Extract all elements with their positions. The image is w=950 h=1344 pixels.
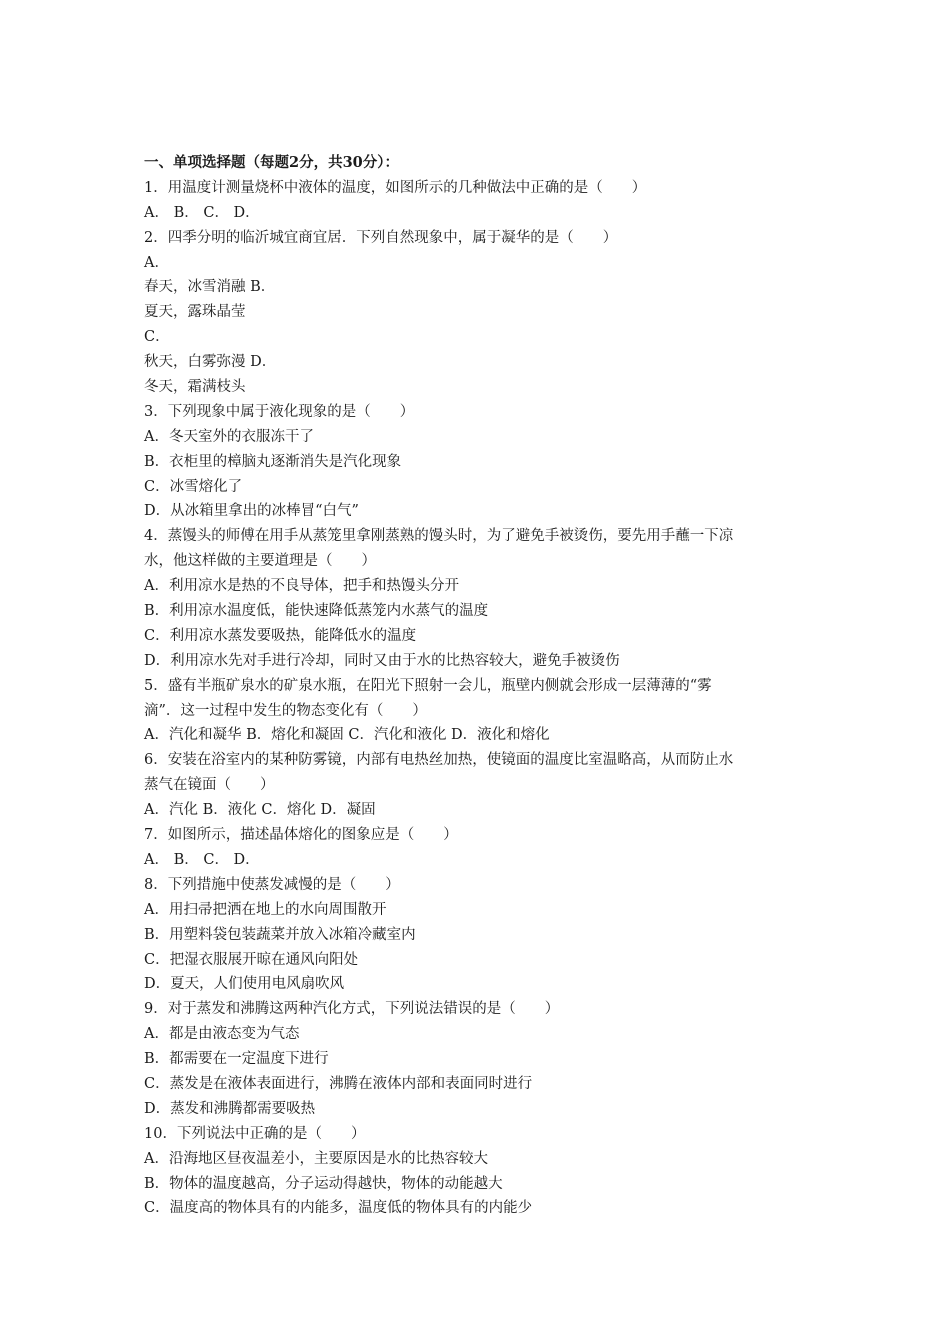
text-line: 2．四季分明的临沂城宜商宜居．下列自然现象中，属于凝华的是（ ） (144, 229, 618, 246)
text-line: C．冰雪熔化了 (144, 478, 243, 495)
text-line: 水，他这样做的主要道理是（ ） (144, 553, 376, 570)
text-line: C．温度高的物体具有的内能多，温度低的物体具有的内能少 (144, 1200, 533, 1217)
text-line: 3．下列现象中属于液化现象的是（ ） (144, 403, 415, 420)
text-line: C．蒸发是在液体表面进行，沸腾在液体内部和表面同时进行 (144, 1075, 533, 1092)
text-line: 冬天，霜满枝头 (144, 379, 246, 396)
text-line: 5．盛有半瓶矿泉水的矿泉水瓶，在阳光下照射一会儿，瓶壁内侧就会形成一层薄薄的“雾 (144, 677, 712, 694)
text-line: 4．蒸馒头的师傅在用手从蒸笼里拿刚蒸熟的馒头时，为了避免手被烫伤，要先用手蘸一下凉 (144, 528, 734, 545)
text-line: A．利用凉水是热的不良导体，把手和热馒头分开 (144, 578, 459, 595)
text-line: 春天，冰雪消融 B． (144, 279, 276, 296)
text-line: D．从冰箱里拿出的冰棒冒“白气” (144, 503, 359, 520)
text-line: D．蒸发和沸腾都需要吸热 (144, 1100, 316, 1117)
text-line: A．汽化和凝华 B．熔化和凝固 C．汽化和液化 D．液化和熔化 (144, 727, 550, 744)
text-line: B．都需要在一定温度下进行 (144, 1051, 329, 1068)
text-line: B．用塑料袋包装蔬菜并放入冰箱冷藏室内 (144, 926, 416, 943)
text-line: 1．用温度计测量烧杯中液体的温度，如图所示的几种做法中正确的是（ ） (144, 179, 647, 196)
text-line: 滴”．这一过程中发生的物态变化有（ ） (144, 702, 427, 719)
text-line: D．利用凉水先对手进行冷却，同时又由于水的比热容较大，避免手被烫伤 (144, 652, 620, 669)
text-line: A． B． C． D． (144, 851, 260, 868)
text-line: A．汽化 B．液化 C．熔化 D．凝固 (144, 802, 376, 819)
text-line: A． B． C． D． (144, 204, 260, 221)
text-line: B．物体的温度越高，分子运动得越快，物体的动能越大 (144, 1175, 503, 1192)
text-line: 蒸气在镜面（ ） (144, 777, 275, 794)
text-line: C． (144, 329, 170, 346)
text-line: B．衣柜里的樟脑丸逐渐消失是汽化现象 (144, 453, 402, 470)
text-line: 夏天，露珠晶莹 (144, 304, 246, 321)
text-line: D．夏天，人们使用电风扇吹风 (144, 976, 345, 993)
text-line: A． (144, 254, 169, 271)
text-line: A．冬天室外的衣服冻干了 (144, 428, 314, 445)
text-line: 7．如图所示，描述晶体熔化的图象应是（ ） (144, 827, 458, 844)
text-line: C．利用凉水蒸发要吸热，能降低水的温度 (144, 627, 417, 644)
text-line: 6．安装在浴室内的某种防雾镜，内部有电热丝加热，使镜面的温度比室温略高，从而防止水 (144, 752, 734, 769)
text-line: 8．下列措施中使蒸发减慢的是（ ） (144, 876, 400, 893)
exam-page (144, 151, 824, 1221)
text-line: C．把湿衣服展开晾在通风向阳处 (144, 951, 359, 968)
text-line: A．沿海地区昼夜温差小，主要原因是水的比热容较大 (144, 1150, 488, 1167)
section-title: 一、单项选择题（每题2分，共30分）： (144, 154, 400, 171)
text-line: B．利用凉水温度低，能快速降低蒸笼内水蒸气的温度 (144, 603, 489, 620)
text-line: 10．下列说法中正确的是（ ） (144, 1125, 366, 1142)
text-line: 秋天，白雾弥漫 D． (144, 354, 277, 371)
text-line: A．都是由液态变为气态 (144, 1026, 300, 1043)
text-line: 9．对于蒸发和沸腾这两种汽化方式，下列说法错误的是（ ） (144, 1001, 560, 1018)
text-line: A．用扫帚把洒在地上的水向周围散开 (144, 901, 387, 918)
